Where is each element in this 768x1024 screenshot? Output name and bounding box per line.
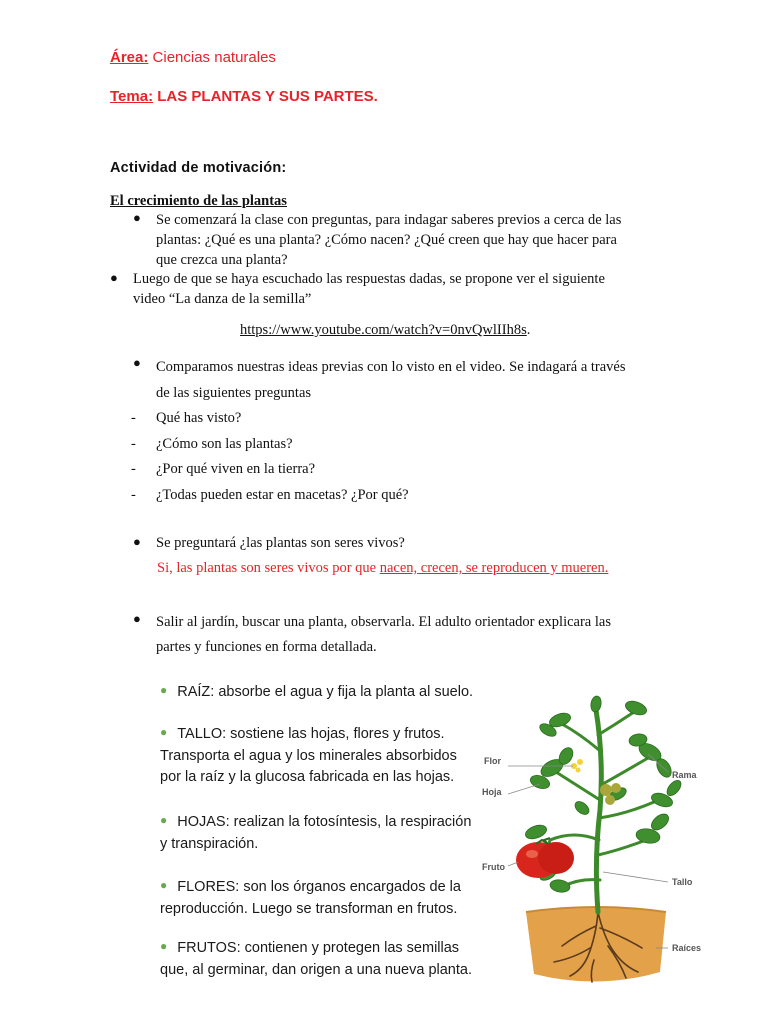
area-value: Ciencias naturales [152, 49, 276, 66]
motivation-heading: Actividad de motivación: [110, 160, 287, 176]
bullet-4: Se preguntará ¿las plantas son seres vivos? [156, 535, 405, 551]
bullet-5-line-2: partes y funciones en forma detallada. [156, 639, 377, 655]
question-item: - ¿Cómo son las plantas? [131, 435, 293, 452]
tema-label: Tema: [110, 88, 154, 105]
question-item: - ¿Todas pueden estar en macetas? ¿Por qué? [131, 486, 409, 503]
bullet-5 [156, 610, 676, 660]
tema-value: LAS PLANTAS Y SUS PARTES. [157, 88, 378, 105]
bullet-dot: ● [133, 611, 141, 626]
bullet-3 [156, 354, 676, 406]
bullet-dot: ● [133, 534, 141, 549]
tomato [516, 838, 574, 878]
part-flores: ● FLORES: son los órganos encargados de la reproducción. Luego se transforman en frutos. [160, 878, 461, 917]
green-bullet: ● [160, 813, 168, 827]
bullet-3-line-1: Comparamos nuestras ideas previas con lo visto en el video. Se indagará a través [156, 359, 626, 375]
green-bullet: ● [160, 725, 168, 739]
link-suffix: . [526, 322, 531, 338]
tema-line [110, 88, 378, 105]
plant-diagram [478, 690, 710, 990]
bullet-2-line-1: Luego de que se haya escuchado las respuestas dadas, se propone ver el siguiente [133, 271, 605, 287]
bullet-2 [133, 269, 673, 309]
main-stem [596, 710, 601, 912]
bullet-3-line-2: de las siguientes preguntas [156, 385, 312, 401]
part-raiz: ● RAÍZ: absorbe el agua y fija la planta al suelo. [160, 683, 474, 700]
green-bullet: ● [160, 878, 168, 892]
label-flor: Flor [484, 756, 501, 766]
green-bullet: ● [160, 683, 168, 697]
answer-line [157, 558, 608, 578]
label-tallo: Tallo [672, 877, 693, 887]
area-label: Área: [110, 49, 149, 66]
question-item: - Qué has visto? [131, 410, 242, 426]
bullet-1-line-3: que crezca una planta? [156, 252, 288, 268]
part-tallo: ● TALLO: sostiene las hojas, flores y frutos. Transporta el agua y los minerales absorbidos por la raíz y la glucosa fabricada en las hojas. [160, 725, 457, 785]
label-rama: Rama [672, 770, 697, 780]
part-frutos: ● FRUTOS: contienen y protegen las semillas que, al germinar, dan origen a una nueva planta. [160, 939, 472, 978]
green-bullet: ● [160, 939, 168, 953]
bullet-dot: ● [133, 210, 141, 225]
soil [526, 907, 666, 982]
answer-prefix: Si, las plantas son seres vivos por que [157, 560, 380, 576]
question-list [131, 406, 409, 508]
bullet-dot: ● [110, 270, 118, 285]
video-link[interactable]: https://www.youtube.com/watch?v=0nvQwlIIh8s [240, 322, 527, 338]
subheading: El crecimiento de las plantas [110, 193, 287, 209]
bullet-2-line-2: video “La danza de la semilla” [133, 291, 312, 307]
bullet-5-line-1: Salir al jardín, buscar una planta, observarla. El adulto orientador explicara las [156, 614, 611, 630]
area-line [110, 49, 276, 66]
question-item: - ¿Por qué viven en la tierra? [131, 461, 316, 477]
bullet-dot: ● [133, 355, 141, 370]
label-hoja: Hoja [482, 787, 502, 797]
label-raices: Raíces [672, 943, 702, 953]
bullet-1-line-1: Se comenzará la clase con preguntas, para indagar saberes previos a cerca de las [156, 212, 622, 228]
bullet-1 [156, 210, 676, 270]
bullet-1-line-2: plantas: ¿Qué es una planta? ¿Cómo nacen? ¿Qué creen que hay que hacer para [156, 232, 617, 248]
answer-underlined: nacen, crecen, se reproducen y mueren. [379, 560, 609, 576]
label-fruto: Fruto [482, 862, 505, 872]
video-link-line [240, 320, 530, 340]
part-hojas: ● HOJAS: realizan la fotosíntesis, la respiración y transpiración. [160, 813, 472, 852]
